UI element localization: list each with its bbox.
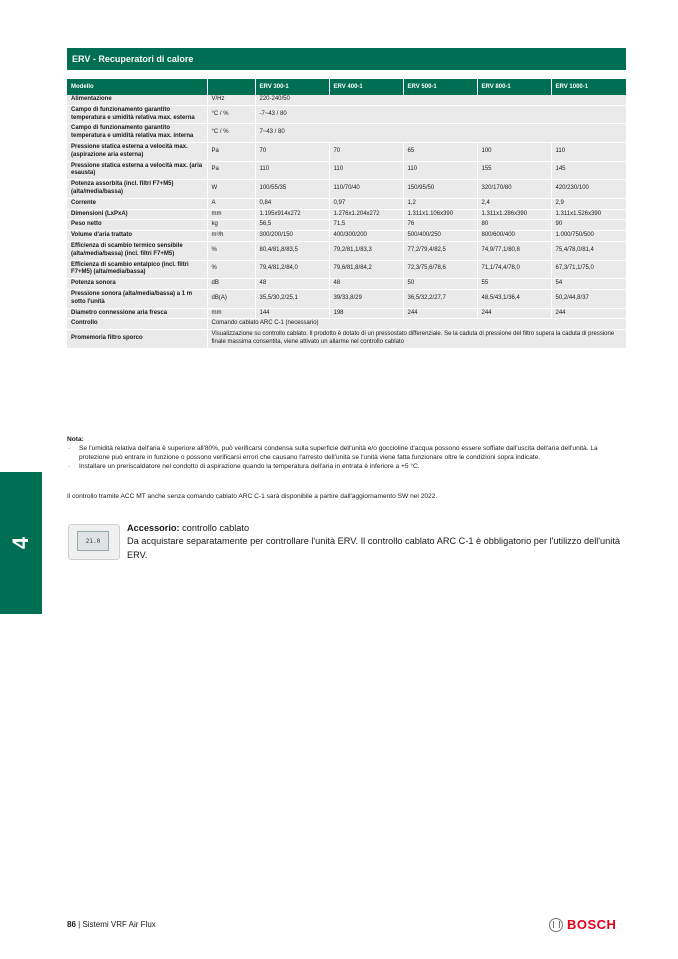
row-value: 100 <box>477 142 551 161</box>
row-value: Comando cablato ARC C-1 (necessario) <box>207 319 626 330</box>
row-unit: dB <box>207 279 255 290</box>
table-row <box>67 319 626 330</box>
row-value: 244 <box>551 308 626 319</box>
row-value: 67,3/71,1/75,0 <box>551 260 626 279</box>
row-value: 155 <box>477 161 551 180</box>
notes-list <box>67 445 626 472</box>
row-label: Potenza sonora <box>67 279 207 290</box>
brand-name: BOSCH <box>567 917 617 932</box>
row-value: -7~43 / 80 <box>255 105 626 124</box>
chapter-tab <box>0 472 42 614</box>
page-footer <box>67 920 156 929</box>
row-value: 74,9/77,1/80,8 <box>477 241 551 260</box>
table-row <box>67 180 626 199</box>
table-row <box>67 142 626 161</box>
row-value: 198 <box>329 308 403 319</box>
row-value: 420/230/100 <box>551 180 626 199</box>
table-row <box>67 209 626 220</box>
row-label: Campo di funzionamento garantito temperatura e umidità relativa max. interna <box>67 124 207 143</box>
row-value: 71,5 <box>329 220 403 231</box>
accessory-description: Da acquistare separatamente per controllare l'unità ERV. Il controllo cablato ARC C-1 è obbligatorio per l'utilizzo dell'unità ERV. <box>127 536 620 560</box>
row-value: 1.000/750/500 <box>551 231 626 242</box>
row-value: 48 <box>255 279 329 290</box>
row-value: 71,1/74,4/78,0 <box>477 260 551 279</box>
row-value: 244 <box>477 308 551 319</box>
table-row <box>67 105 626 124</box>
row-label: Corrente <box>67 198 207 209</box>
page-number: 86 <box>67 920 76 929</box>
row-value: 0,84 <box>255 198 329 209</box>
row-label: Peso netto <box>67 220 207 231</box>
notes-title: Nota: <box>67 436 84 443</box>
row-value: 220-240/50 <box>255 95 626 105</box>
row-value: 80 <box>477 220 551 231</box>
row-value: 39/33,8/29 <box>329 289 403 308</box>
accessory-label: Accessorio: <box>127 523 180 533</box>
row-unit: dB(A) <box>207 289 255 308</box>
table-row <box>67 330 626 349</box>
wired-controller-image <box>68 524 120 560</box>
row-value: 50,2/44,8/37 <box>551 289 626 308</box>
accessory-name: controllo cablato <box>179 523 250 533</box>
row-label: Controllo <box>67 319 207 330</box>
row-value: 79,4/81,2/84,0 <box>255 260 329 279</box>
spec-table <box>67 79 627 349</box>
table-row <box>67 124 626 143</box>
row-value: 76 <box>403 220 477 231</box>
row-value: 244 <box>403 308 477 319</box>
row-unit: Pa <box>207 161 255 180</box>
row-value: 110 <box>255 161 329 180</box>
row-value: 150/95/50 <box>403 180 477 199</box>
table-row <box>67 308 626 319</box>
row-value: 110 <box>403 161 477 180</box>
col-header: ERV 300-1 <box>255 79 329 95</box>
row-value: 100/55/35 <box>255 180 329 199</box>
row-label: Potenza assorbita (incl. filtri F7+M5) (alta/media/bassa) <box>67 180 207 199</box>
note-item: · Installare un preriscaldatore nel condotto di aspirazione quando la temperatura dell'aria in entrata è inferiore a +5 °C. <box>67 463 626 472</box>
row-value: 300/200/150 <box>255 231 329 242</box>
row-value: Visualizzazione su controllo cablato. Il prodotto è dotato di un pressostato differenziale. Se la caduta di pressione del filtro supera la caduta di pressione finale massima consentita, viene attivato un allarme nel controllo cablato <box>207 330 626 349</box>
row-unit: V/Hz <box>207 95 255 105</box>
row-value: 110/70/40 <box>329 180 403 199</box>
row-unit: mm <box>207 308 255 319</box>
row-value: 144 <box>255 308 329 319</box>
row-value: 55 <box>477 279 551 290</box>
row-label: Diametro connessione aria fresca <box>67 308 207 319</box>
row-value: 75,4/78,0/81,4 <box>551 241 626 260</box>
table-row <box>67 260 626 279</box>
footer-section: Sistemi VRF Air Flux <box>82 920 156 929</box>
sw-update-note: Il controllo tramite ACC MT anche senza comando cablato ARC C-1 sarà disponibile a partire dall'aggiornamento SW nel 2022. <box>67 493 438 500</box>
table-row <box>67 198 626 209</box>
row-value: 500/400/250 <box>403 231 477 242</box>
row-value: 400/300/200 <box>329 231 403 242</box>
row-label: Volume d'aria trattato <box>67 231 207 242</box>
row-label: Campo di funzionamento garantito temperatura e umidità relativa max. esterna <box>67 105 207 124</box>
row-value: 79,6/81,8/84,2 <box>329 260 403 279</box>
row-value: 50 <box>403 279 477 290</box>
row-value: 110 <box>551 142 626 161</box>
table-row <box>67 220 626 231</box>
row-label: Pressione statica esterna a velocità max. (aspirazione aria esterna) <box>67 142 207 161</box>
row-unit: % <box>207 260 255 279</box>
chapter-number: 4 <box>8 536 33 550</box>
table-row <box>67 161 626 180</box>
row-label: Efficienza di scambio termico sensibile (alta/media/bassa) (incl. filtri F7+M5) <box>67 241 207 260</box>
row-value: 48 <box>329 279 403 290</box>
row-value: 7~43 / 80 <box>255 124 626 143</box>
controller-screen: 21.0 <box>77 531 109 551</box>
row-label: Efficienza di scambio entalpico (incl. filtri F7+M5) (alta/media/bassa) <box>67 260 207 279</box>
row-label: Alimentazione <box>67 95 207 105</box>
col-header: Modello <box>67 79 207 95</box>
row-value: 145 <box>551 161 626 180</box>
row-value: 70 <box>255 142 329 161</box>
notes-block <box>67 436 626 472</box>
row-value: 1.311x1.526x390 <box>551 209 626 220</box>
row-value: 1,2 <box>403 198 477 209</box>
row-value: 1.311x1.106x390 <box>403 209 477 220</box>
accessory-block <box>127 522 627 562</box>
row-unit: °C / % <box>207 124 255 143</box>
row-value: 1.311x1.286x390 <box>477 209 551 220</box>
row-value: 800/600/400 <box>477 231 551 242</box>
col-header: ERV 800-1 <box>477 79 551 95</box>
row-value: 320/170/80 <box>477 180 551 199</box>
footer-separator: | <box>75 920 83 929</box>
bosch-logo <box>549 917 616 932</box>
row-value: 54 <box>551 279 626 290</box>
row-label: Dimensioni (LxPxA) <box>67 209 207 220</box>
col-header: ERV 500-1 <box>403 79 477 95</box>
col-header: ERV 1000-1 <box>551 79 626 95</box>
row-unit: °C / % <box>207 105 255 124</box>
col-header <box>207 79 255 95</box>
col-header: ERV 400-1 <box>329 79 403 95</box>
row-value: 2,9 <box>551 198 626 209</box>
row-value: 1.195x914x272 <box>255 209 329 220</box>
row-value: 48,5/43,1/36,4 <box>477 289 551 308</box>
row-value: 90 <box>551 220 626 231</box>
row-value: 35,5/30,2/25,1 <box>255 289 329 308</box>
row-value: 2,4 <box>477 198 551 209</box>
row-unit: W <box>207 180 255 199</box>
table-header-row <box>67 79 626 95</box>
row-value: 0,97 <box>329 198 403 209</box>
row-unit: Pa <box>207 142 255 161</box>
row-value: 110 <box>329 161 403 180</box>
table-row <box>67 231 626 242</box>
row-value: 80,4/81,8/83,5 <box>255 241 329 260</box>
row-label: Pressione sonora (alta/media/bassa) a 1 m sotto l'unità <box>67 289 207 308</box>
table-row <box>67 241 626 260</box>
accessory-title <box>127 522 627 535</box>
row-label: Pressione statica esterna a velocità max. (aria esausta) <box>67 161 207 180</box>
row-value: 77,2/79,4/82,5 <box>403 241 477 260</box>
row-value: 79,2/81,1/83,3 <box>329 241 403 260</box>
table-body <box>67 95 626 348</box>
table-row <box>67 289 626 308</box>
row-label: Promemoria filtro sporco <box>67 330 207 349</box>
row-unit: A <box>207 198 255 209</box>
row-unit: kg <box>207 220 255 231</box>
row-value: 36,5/32,2/27,7 <box>403 289 477 308</box>
row-unit: % <box>207 241 255 260</box>
note-item: · Se l'umidità relativa dell'aria è superiore all'80%, può verificarsi condensa sulla superficie dell'unità e/o goccioline d'acqua possono essere soffiate dall'uscita dell'aria dell'unità. La protezione può entrare in funzione o possono verificarsi errori che causano l'arresto dell'unità se l'unità viene fatta funzionare oltre le condizioni sopra indicate. <box>67 445 626 463</box>
row-value: 70 <box>329 142 403 161</box>
row-value: 56,5 <box>255 220 329 231</box>
row-value: 65 <box>403 142 477 161</box>
row-value: 1.276x1.204x272 <box>329 209 403 220</box>
row-unit: mm <box>207 209 255 220</box>
section-title: ERV - Recuperatori di calore <box>67 48 626 70</box>
row-value: 72,3/75,6/78,6 <box>403 260 477 279</box>
table-row <box>67 95 626 105</box>
row-unit: m³/h <box>207 231 255 242</box>
table-row <box>67 279 626 290</box>
bosch-armature-icon <box>549 918 563 932</box>
